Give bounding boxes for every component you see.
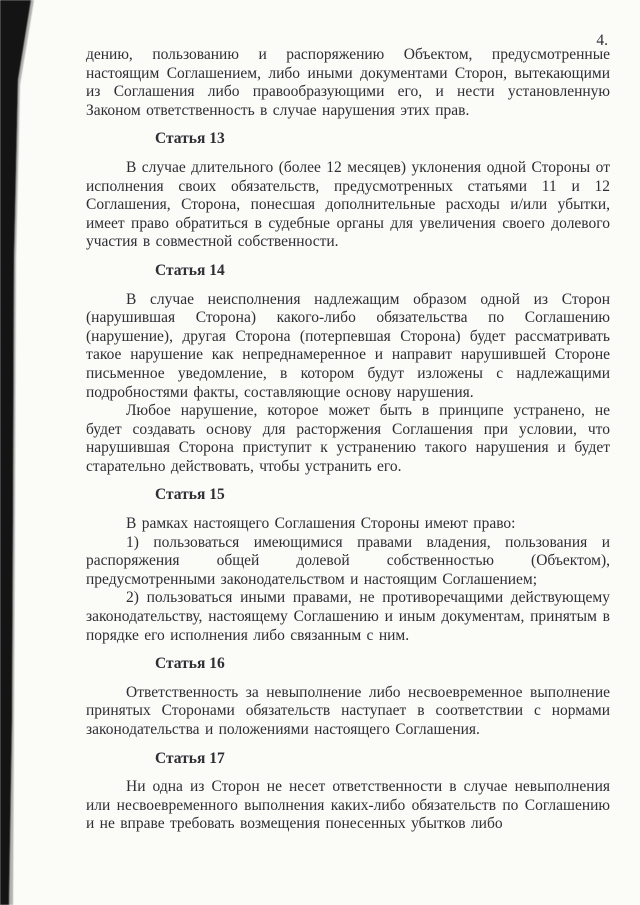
paragraph: Любое нарушение, которое может быть в принципе устранено, не будет создавать основу для расторжения Соглашения при условии, что нарушившая Сторона приступит к устранению такого нарушения и будет старательно действовать, чтобы устранить его. (86, 402, 610, 475)
document-body (86, 46, 610, 834)
list-item-paragraph: 1) пользоваться имеющимися правами владения, пользования и распоряжения общей долевой собственностью (Объектом), предусмотренными законодательством и настоящим Соглашением; (86, 533, 610, 588)
list-item-paragraph: 2) пользоваться иными правами, не противоречащими действующему законодательству, настоящему Соглашению и иным документам, принятым в порядке его исполнения либо связанным с ним. (86, 589, 610, 644)
paragraph: Ответственность за невыполнение либо несвоевременное выполнение принятых Сторонами обязательств наступает в соответствии с нормами законодательства и положениями настоящего Соглашения. (86, 683, 610, 738)
page-number: 4. (596, 32, 608, 49)
article-heading: Статья 17 (155, 749, 225, 767)
paragraph: В случае неисполнения надлежащим образом одной из Сторон (нарушившая Сторона) какого-либо обязательства по Соглашению (нарушение), другая Сторона (потерпевшая Сторона) будет рассматривать такое нарушение как непреднамеренное и направит нарушившей Стороне письменное уведомление, в котором будут изложены с надлежащими подробностями факты, составляющие основу нарушения. (86, 290, 610, 401)
paragraph: Ни одна из Сторон не несет ответственности в случае невыполнения или несвоевременного выполнения каких-либо обязательств по Соглашению и не вправе требовать возмещения понесенных убытков либо (86, 778, 610, 833)
article-heading: Статья 14 (155, 261, 225, 279)
article-heading: Статья 15 (155, 486, 225, 504)
article-heading: Статья 16 (155, 655, 225, 673)
paragraph: В случае длительного (более 12 месяцев) уклонения одной Стороны от исполнения своих обязательств, предусмотренных статьями 11 и 12 Соглашения, Сторона, понесшая дополнительные расходы и/или убытки, имеет право обратиться в судебные органы для увеличения своего долевого участия в совместной собственности. (86, 158, 610, 251)
paragraph: В рамках настоящего Соглашения Стороны имеют право: (126, 515, 516, 533)
scan-edge-artifact (0, 0, 40, 905)
article-heading: Статья 13 (155, 130, 225, 148)
paragraph: дению, пользованию и распоряжению Объектом, предусмотренные настоящим Соглашением, либо иными документами Сторон, вытекающими из Соглашения либо правообразующими его, и нести установленную Законом ответственность в случае нарушения этих прав. (86, 46, 610, 119)
